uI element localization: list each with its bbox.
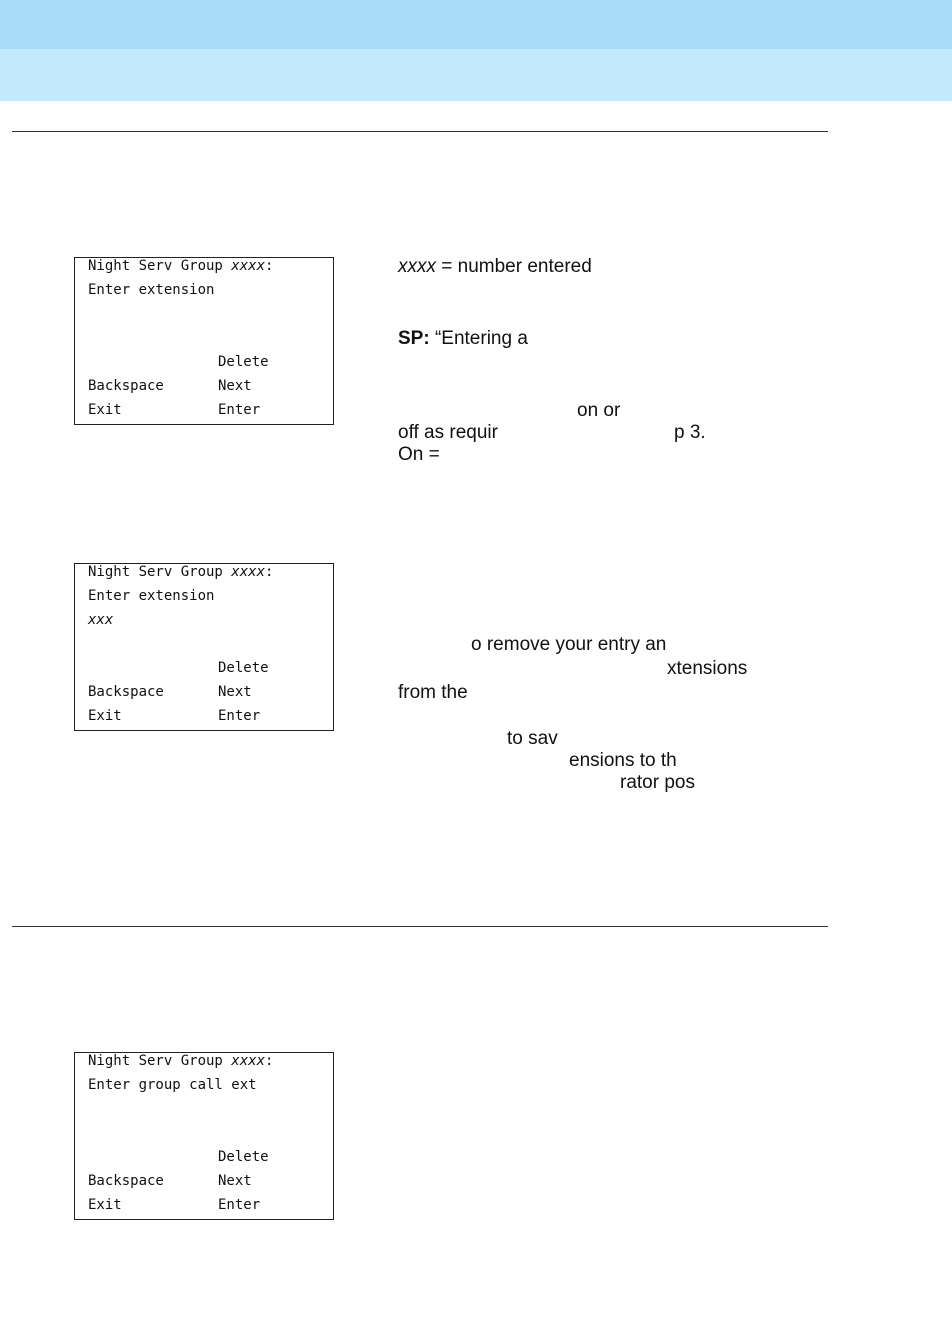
note-sp-reference: SP: “Entering a [398, 328, 528, 349]
exit-softkey[interactable]: Exit [88, 402, 122, 418]
screen-title-line: Night Serv Group xxxx: [88, 1053, 274, 1069]
enter-softkey[interactable]: Enter [218, 402, 261, 418]
backspace-softkey[interactable]: Backspace [88, 1173, 164, 1189]
note-fragment: to sav [507, 728, 558, 749]
enter-softkey[interactable]: Enter [218, 708, 261, 724]
note-fragment: xtensions [667, 658, 748, 679]
exit-softkey[interactable]: Exit [88, 708, 122, 724]
delete-softkey[interactable]: Delete [218, 354, 269, 370]
note-fragment: off as requir [398, 422, 498, 443]
screen-prompt-line: Enter extension [88, 588, 215, 604]
next-softkey[interactable]: Next [218, 684, 252, 700]
backspace-softkey[interactable]: Backspace [88, 378, 164, 394]
phone-display-screen [74, 563, 334, 731]
delete-softkey[interactable]: Delete [218, 660, 269, 676]
screen-entry-line: xxx [88, 612, 114, 628]
exit-softkey[interactable]: Exit [88, 1197, 122, 1213]
phone-display-screen [74, 257, 334, 425]
note-fragment: on or [577, 400, 621, 421]
note-number-entered: xxxx = number entered [398, 256, 592, 277]
header-band-bottom [0, 49, 952, 101]
note-fragment: p 3. [674, 422, 706, 443]
note-fragment: On = [398, 444, 440, 465]
section-divider [12, 131, 828, 132]
note-fragment: ensions to th [569, 750, 677, 771]
screen-prompt-line: Enter extension [88, 282, 215, 298]
section-divider [12, 926, 828, 927]
enter-softkey[interactable]: Enter [218, 1197, 261, 1213]
phone-display-screen [74, 1052, 334, 1220]
screen-title-line: Night Serv Group xxxx: [88, 564, 274, 580]
header-band-top [0, 0, 952, 49]
screen-title-line: Night Serv Group xxxx: [88, 258, 274, 274]
note-fragment: rator pos [620, 772, 695, 793]
delete-softkey[interactable]: Delete [218, 1149, 269, 1165]
backspace-softkey[interactable]: Backspace [88, 684, 164, 700]
next-softkey[interactable]: Next [218, 378, 252, 394]
note-fragment: from the [398, 682, 468, 703]
next-softkey[interactable]: Next [218, 1173, 252, 1189]
note-fragment: o remove your entry an [471, 634, 667, 655]
screen-prompt-line: Enter group call ext [88, 1077, 257, 1093]
